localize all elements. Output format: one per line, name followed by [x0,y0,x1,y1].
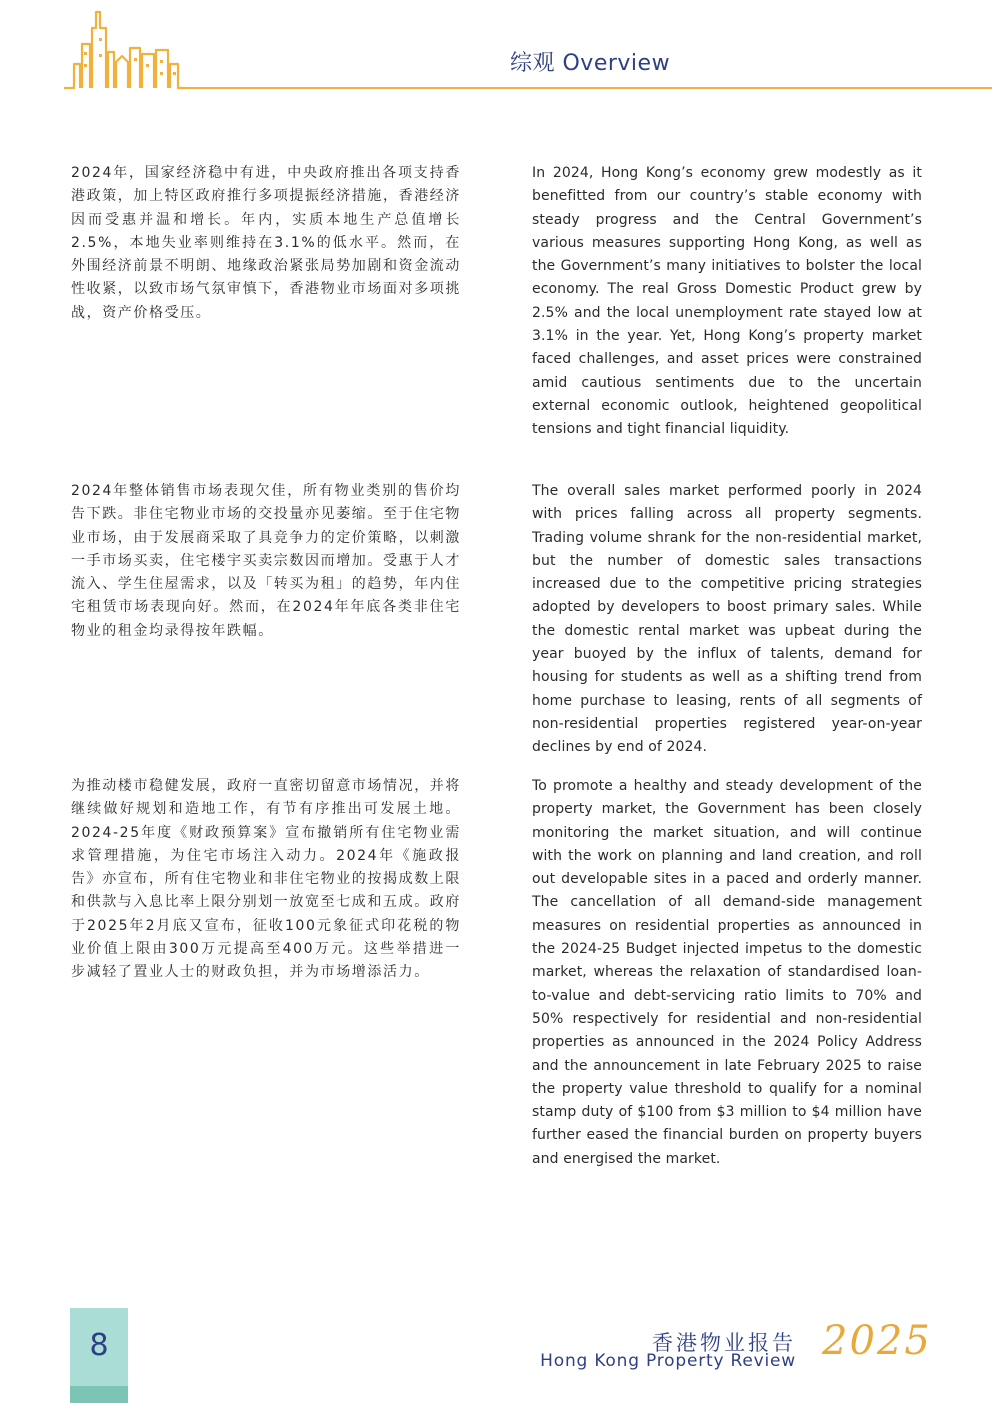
paragraph-zh-3: 为推动楼市稳健发展，政府一直密切留意市场情况，并将继续做好规划和造地工作，有节有序推出可发展土地。2024-25年度《财政预算案》宣布撤销所有住宅物业需求管理措施，为住宅市场注入动力。2024年《施政报告》亦宣布，所有住宅物业和非住宅物业的按揭成数上限和供款与入息比率上限分别划一放宽至七成和五成。政府于2025年2月底又宣布，征收100元象征式印花税的物业价值上限由300万元提高至400万元。这些举措进一步减轻了置业人士的财政负担，并为市场增添活力。 [71,778,461,981]
publication-title-en: Hong Kong Property Review [540,1351,796,1371]
paragraph-en-1: In 2024, Hong Kong’s economy grew modestly as it benefitted from our country’s stable economy with steady progress and the Central Government’s various measures supporting Hong Kong, as well as the Government’s many initiatives to bolster the local economy. The real Gross Domestic Product grew by 2.5% and the local unemployment rate stayed low at 3.1% in the year. Yet, Hong Kong’s property market faced challenges, and asset prices were constrained amid cautious sentiments due to the uncertain external economic outlook, heightened geopolitical tensions and tight financial liquidity. [532,165,922,438]
paragraph-en-2: The overall sales market performed poorly in 2024 with prices falling across all property segments. Trading volume shrank for the non-residential market, but the number of domestic sales transactions increased due to the competitive pricing strategies adopted by developers to boost primary sales. While the domestic rental market was upbeat during the year buoyed by the influx of talents, demand for housing for students as well as a shifting trend from home purchase to leasing, rents of all segments of non-residential properties registered year-on-year declines by end of 2024. [532,483,922,756]
paragraph-zh-2: 2024年整体销售市场表现欠佳，所有物业类别的售价均告下跌。非住宅物业市场的交投量亦见萎缩。至于住宅物业市场，由于发展商采取了具竞争力的定价策略，以刺激一手市场买卖，住宅楼宇买卖宗数因而增加。受惠于人才流入、学生住屋需求，以及「转买为租」的趋势，年内住宅租赁市场表现向好。然而，在2024年年底各类非住宅物业的租金均录得按年跌幅。 [71,483,461,639]
city-skyline-icon [64,8,184,94]
page-number: 8 [89,1328,109,1363]
paragraph-en-3: To promote a healthy and steady development of the property market, the Government has been closely monitoring the market situation, and will continue with the work on planning and land creation, and roll out developable sites in a paced and orderly manner. The cancellation of all demand-side management measures on residential properties as announced in the 2024-25 Budget injected impetus to the domestic market, whereas the relaxation of standardised loan-to-value and debt-servicing ratio limits to 70% and 50% respectively for residential and non-residential properties as announced in the 2024 Policy Address and the announcement in late February 2025 to raise the property value threshold to qualify for a nominal stamp duty of $100 from $3 million to $4 million have further eased the financial burden on property buyers and energised the market. [532,778,922,1167]
section-title: 综观 Overview [510,51,671,76]
paragraph-zh-1: 2024年，国家经济稳中有进，中央政府推出各项支持香港政策，加上特区政府推行多项提振经济措施，香港经济因而受惠并温和增长。年内，实质本地生产总值增长2.5%，本地失业率则维持在3.1%的低水平。然而，在外围经济前景不明朗、地缘政治紧张局势加剧和资金流动性收紧，以致市场气氛审慎下，香港物业市场面对多项挑战，资产价格受压。 [71,165,461,321]
header-rule [180,87,992,89]
publication-title-zh: 香港物业报告 [652,1331,796,1355]
page-tab-base [70,1386,128,1403]
publication-year: 2025 [822,1318,932,1364]
